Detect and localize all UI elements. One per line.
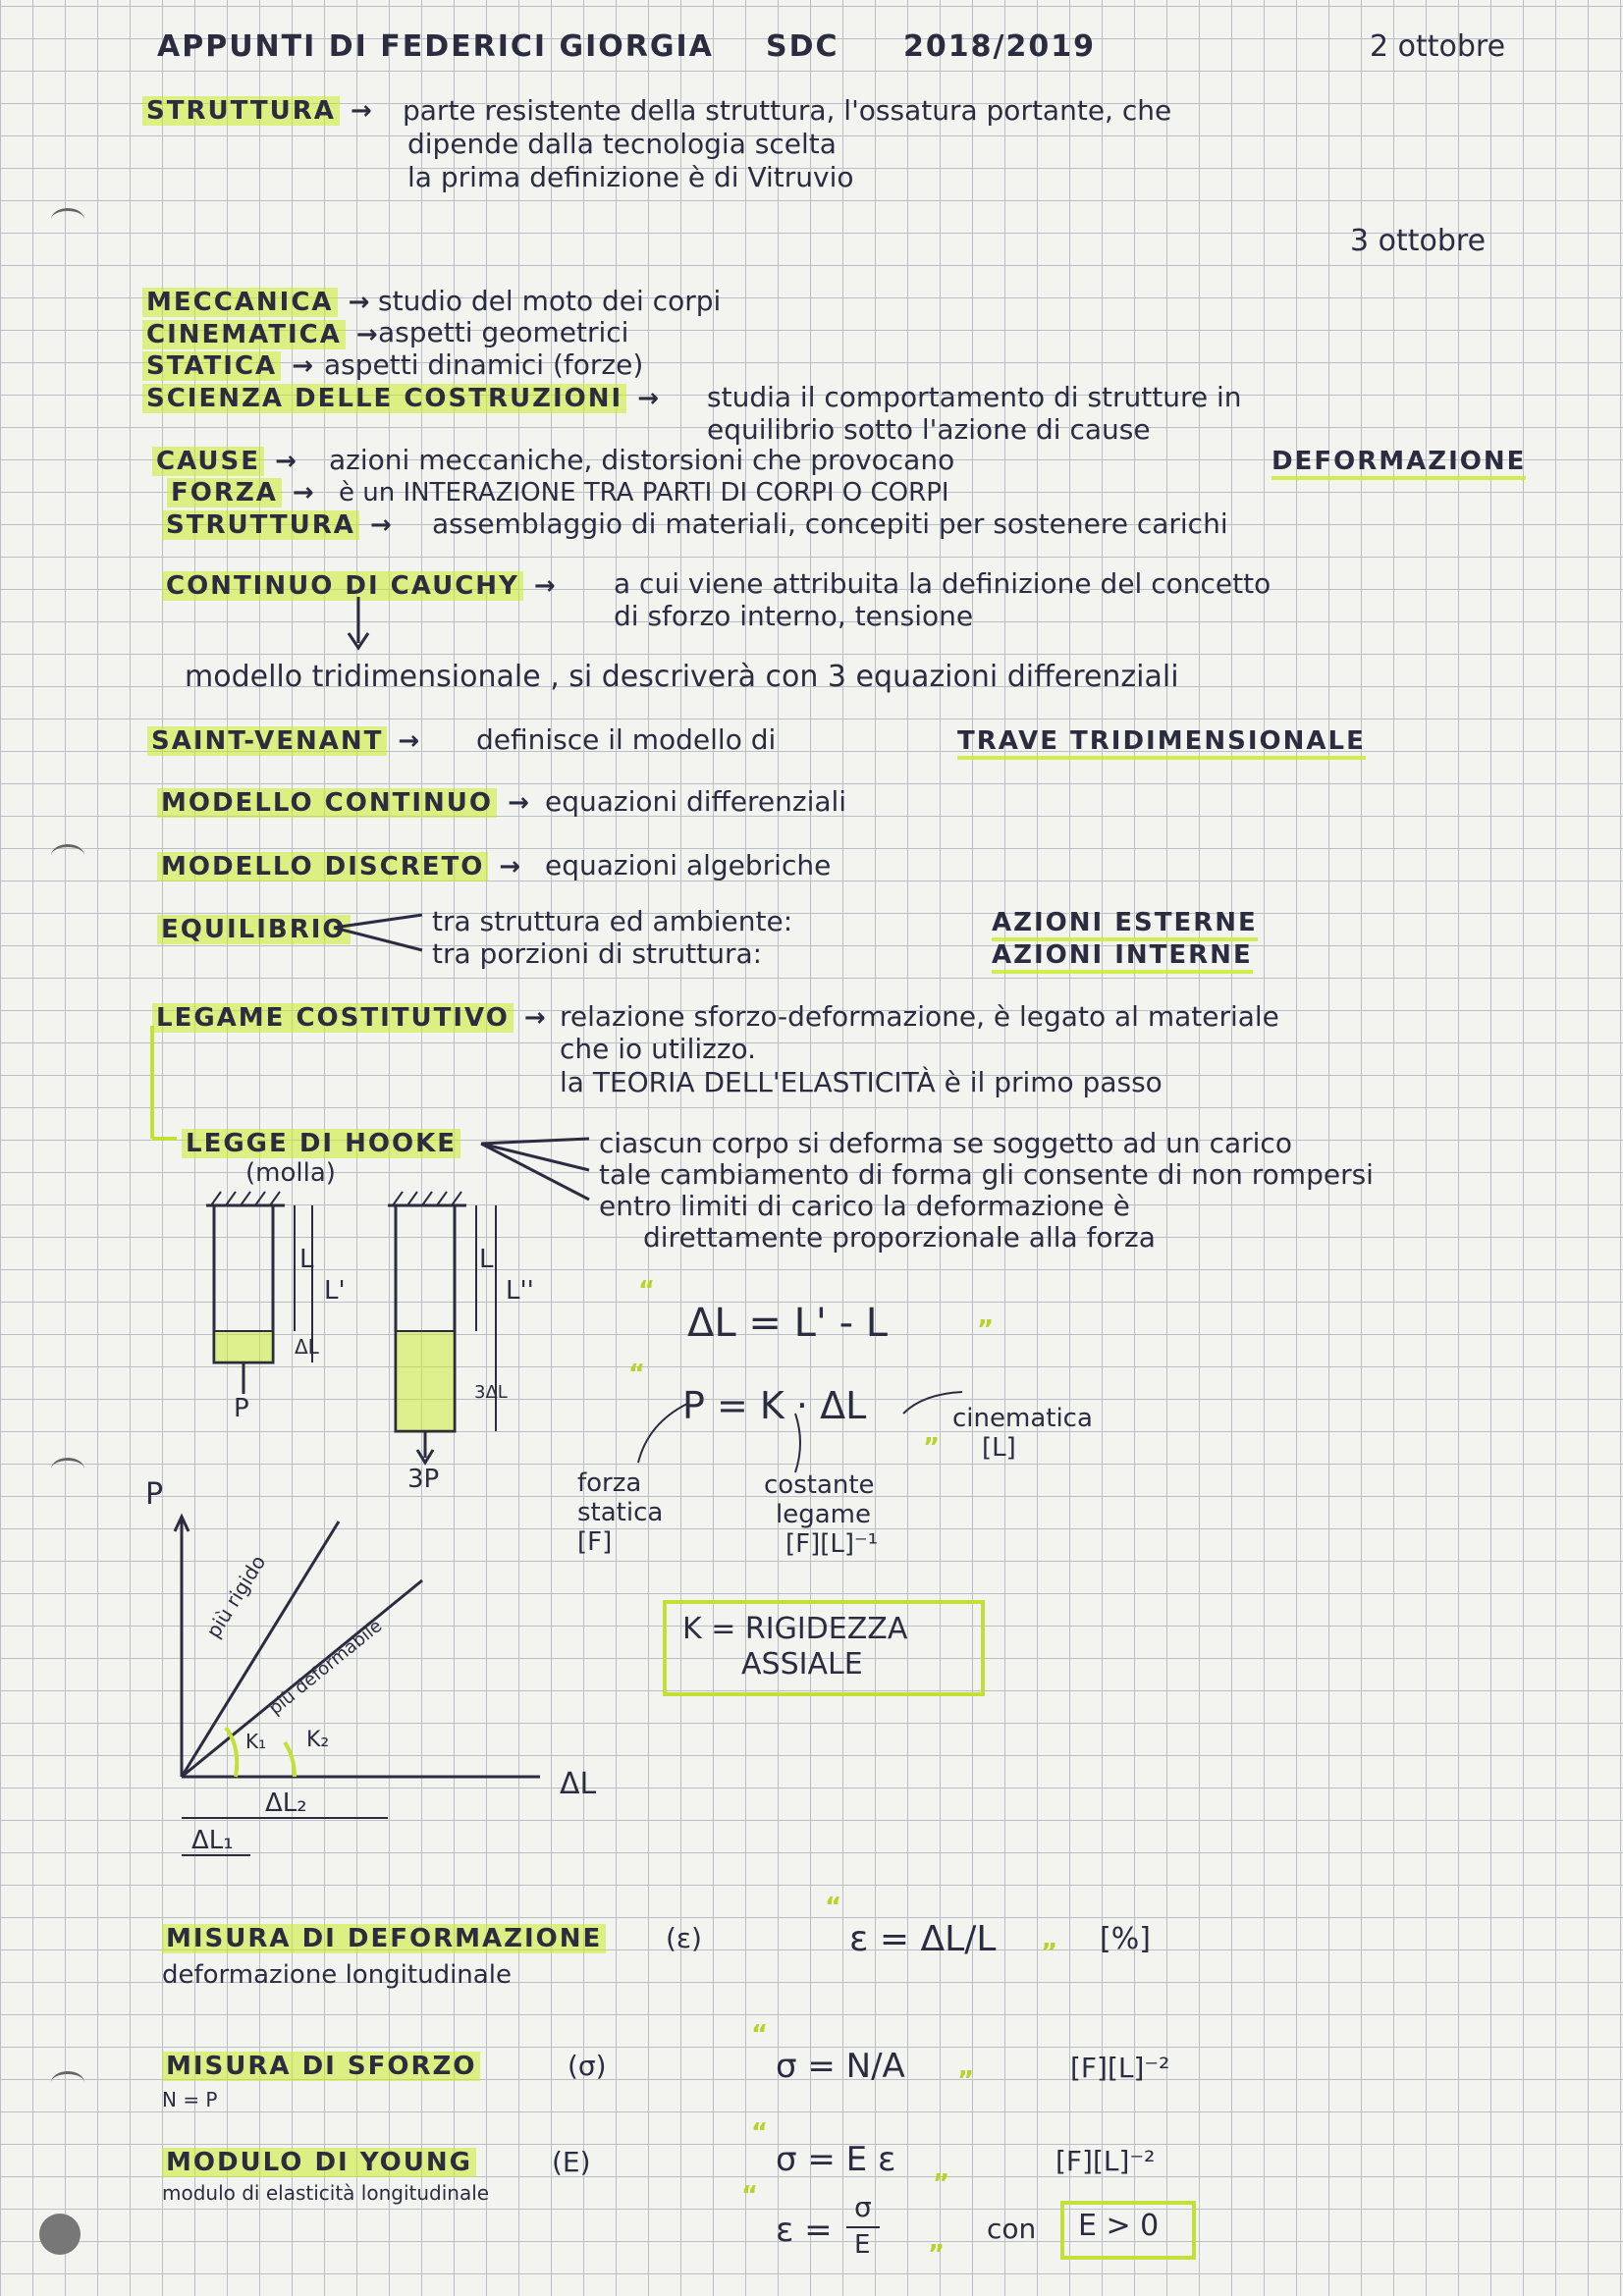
hooke-def1: ciascun corpo si deforma se soggetto ad un carico xyxy=(599,1127,1292,1159)
eq-frac-num: σ xyxy=(854,2191,872,2223)
cauchy-def2: di sforzo interno, tensione xyxy=(614,600,974,632)
statica-def: aspetti dinamici (forze) xyxy=(324,348,644,381)
label-statica: statica xyxy=(577,1498,664,1527)
modulo-young-sub: modulo di elasticità longitudinale xyxy=(162,2181,490,2205)
label-cinematica: cinematica xyxy=(952,1404,1093,1433)
label-3P: 3P xyxy=(407,1465,440,1494)
label-dL-1: ΔL xyxy=(295,1335,319,1359)
graph-line-piu-deformabile: più deformabile xyxy=(265,1615,387,1720)
label-con: con xyxy=(987,2213,1037,2245)
label-costante: costante xyxy=(764,1470,875,1500)
cinematica-def: aspetti geometrici xyxy=(378,316,629,348)
equilibrio-def1: tra struttura ed ambiente: xyxy=(432,905,793,937)
struttura2-def: assemblaggio di materiali, concepiti per sostenere carichi xyxy=(432,507,1228,540)
trave-tridimensionale: TRAVE TRIDIMENSIONALE xyxy=(957,726,1366,760)
label-P: P xyxy=(234,1394,249,1423)
label-forza: forza xyxy=(577,1468,642,1498)
term-cinematica: CINEMATICA xyxy=(142,320,346,349)
term-modulo-young: MODULO DI YOUNG xyxy=(162,2148,476,2177)
date-3-ottobre: 3 ottobre xyxy=(1350,224,1487,258)
term-misura-deformazione: MISURA DI DEFORMAZIONE xyxy=(162,1924,606,1953)
term-statica: STATICA xyxy=(142,351,281,381)
term-forza: FORZA xyxy=(167,478,282,507)
label-L-prime: L' xyxy=(324,1276,346,1306)
hooke-def2: tale cambiamento di forma gli consente di non rompersi xyxy=(599,1158,1374,1191)
eq-delta-L: ΔL = L' - L xyxy=(687,1301,889,1346)
legame-def2: che io utilizzo. xyxy=(560,1033,757,1065)
misura-sforzo-sub: N = P xyxy=(162,2088,218,2111)
legame-def1: relazione sforzo-deformazione, è legato al materiale xyxy=(560,1000,1279,1033)
term-legge-hooke: LEGGE DI HOOKE xyxy=(182,1129,460,1158)
forza-def: è un INTERAZIONE TRA PARTI DI CORPI O CORPI xyxy=(339,478,949,507)
e-positive: E > 0 xyxy=(1078,2209,1160,2243)
term-scienza-costruzioni: SCIENZA DELLE COSTRUZIONI xyxy=(142,384,626,413)
term-cause: CAUSE xyxy=(152,447,264,476)
graph-dL1: ΔL₁ xyxy=(191,1826,234,1855)
term-legame-costitutivo: LEGAME COSTITUTIVO xyxy=(152,1003,514,1033)
graph-line-piu-rigido: più rigido xyxy=(201,1551,271,1642)
meccanica-def: studio del moto dei corpi xyxy=(378,285,722,317)
header-year: 2018/2019 xyxy=(903,29,1096,64)
graph-ylabel: P xyxy=(145,1477,164,1512)
term-continuo-cauchy: CONTINUO DI CAUCHY xyxy=(162,571,523,601)
label-forza-unit: [F] xyxy=(577,1527,613,1557)
hooke-def4: direttamente proporzionale alla forza xyxy=(643,1221,1156,1254)
saint-venant-def: definisce il modello di xyxy=(476,723,777,756)
cause-def: azioni meccaniche, distorsioni che provocano xyxy=(329,444,955,476)
term-misura-sforzo: MISURA DI SFORZO xyxy=(162,2052,480,2081)
azioni-esterne: AZIONI ESTERNE xyxy=(992,908,1258,941)
modulo-young-symbol: (E) xyxy=(552,2146,591,2178)
header-course: SDC xyxy=(766,29,839,64)
label-L-1: L xyxy=(299,1245,314,1274)
struttura-line3: la prima definizione è di Vitruvio xyxy=(407,161,854,193)
hooke-def3: entro limiti di carico la deformazione è xyxy=(599,1190,1130,1222)
scienza-def2: equilibrio sotto l'azione di cause xyxy=(707,413,1151,446)
cause-deformazione: DEFORMAZIONE xyxy=(1271,447,1526,480)
legame-def3: la TEORIA DELL'ELASTICITÀ è il primo passo xyxy=(560,1066,1163,1098)
header-author: APPUNTI DI FEDERICI GIORGIA xyxy=(157,29,714,64)
label-costante-unit: [F][L]⁻¹ xyxy=(785,1529,879,1559)
eq-epsilon-unit: [%] xyxy=(1100,1922,1151,1956)
eq-sigma: σ = N/A xyxy=(776,2047,905,2086)
scienza-def1: studia il comportamento di strutture in xyxy=(707,381,1242,413)
modello-discreto-def: equazioni algebriche xyxy=(545,849,832,881)
graph-k1: K₁ xyxy=(245,1730,267,1753)
modello-tridimensionale: modello tridimensionale , si descriverà con 3 equazioni differenziali xyxy=(185,660,1179,694)
struttura-line1: parte resistente della struttura, l'ossatura portante, che xyxy=(403,94,1172,127)
eq-epsilon-sigma-E-left: ε = xyxy=(776,2211,833,2250)
label-L-double-prime: L'' xyxy=(506,1276,534,1306)
label-L-2: L xyxy=(479,1245,494,1274)
equilibrio-def2: tra porzioni di struttura: xyxy=(432,937,763,970)
eq-epsilon: ε = ΔL/L xyxy=(849,1919,997,1959)
term-modello-discreto: MODELLO DISCRETO xyxy=(157,852,488,881)
eq-frac-bar xyxy=(846,2226,880,2228)
eq-young-unit: [F][L]⁻² xyxy=(1055,2145,1156,2177)
label-cinematica-unit: [L] xyxy=(982,1433,1016,1463)
k-assiale: ASSIALE xyxy=(741,1647,863,1682)
term-modello-continuo: MODELLO CONTINUO xyxy=(157,788,497,818)
graph-dL2: ΔL₂ xyxy=(265,1789,307,1818)
term-saint-venant: SAINT-VENANT xyxy=(147,726,387,756)
eq-sigma-E-epsilon: σ = E ε xyxy=(776,2140,896,2179)
k-rigidezza: K = RIGIDEZZA xyxy=(682,1612,908,1646)
term-meccanica: MECCANICA xyxy=(142,288,338,317)
misura-sforzo-symbol: (σ) xyxy=(568,2050,607,2082)
misura-def-sub: deformazione longitudinale xyxy=(162,1960,512,1990)
term-struttura: STRUTTURA xyxy=(142,96,340,126)
struttura-line2: dipende dalla tecnologia scelta xyxy=(407,128,837,160)
graph-k2: K₂ xyxy=(306,1728,330,1752)
eq-frac-den: E xyxy=(854,2230,871,2260)
term-equilibrio: EQUILIBRIO xyxy=(157,915,351,944)
hooke-molla: (molla) xyxy=(245,1158,336,1188)
graph-xlabel: ΔL xyxy=(560,1767,597,1801)
term-struttura-2: STRUTTURA xyxy=(162,510,359,540)
azioni-interne: AZIONI INTERNE xyxy=(992,940,1253,974)
misura-def-symbol: (ε) xyxy=(666,1922,702,1954)
eq-P-K-dL: P = K · ΔL xyxy=(682,1384,867,1427)
label-3dL: 3ΔL xyxy=(474,1382,508,1403)
cauchy-def1: a cui viene attribuita la definizione del concetto xyxy=(614,567,1271,600)
date-2-ottobre: 2 ottobre xyxy=(1370,29,1506,64)
eq-sigma-unit: [F][L]⁻² xyxy=(1070,2052,1170,2084)
modello-continuo-def: equazioni differenziali xyxy=(545,785,847,818)
label-legame: legame xyxy=(776,1500,871,1529)
